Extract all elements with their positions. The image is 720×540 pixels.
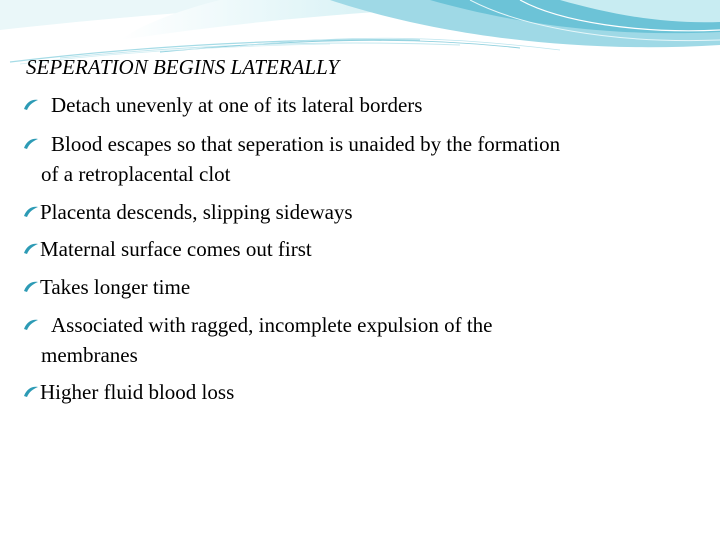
bullet-item: [22, 272, 702, 302]
bullet-text: Detach unevenly at one of its lateral borders: [51, 93, 423, 117]
bullet-text: Higher fluid blood loss: [40, 380, 235, 404]
bullet-item: [22, 377, 702, 407]
slide-heading: SEPERATION BEGINS LATERALLY: [26, 55, 340, 79]
bullet-text: Associated with ragged, incomplete expulsion of the: [51, 313, 493, 337]
swoosh-bullet-icon: [22, 279, 40, 295]
bullet-item: [22, 234, 702, 264]
bullet-item: [22, 310, 702, 370]
bullet-item: [22, 90, 702, 120]
bullet-text-continuation: of a retroplacental clot: [41, 162, 231, 186]
bullet-text: Maternal surface comes out first: [40, 237, 312, 261]
bullet-item: [22, 197, 702, 227]
bullet-text: Placenta descends, slipping sideways: [40, 200, 353, 224]
bullet-text: Takes longer time: [40, 275, 191, 299]
bullet-item: [22, 129, 702, 189]
swoosh-bullet-icon: [22, 241, 40, 257]
swoosh-bullet-icon: [22, 136, 40, 152]
swoosh-bullet-icon: [22, 204, 40, 220]
bullet-text-continuation: membranes: [41, 343, 138, 367]
bullet-text: Blood escapes so that seperation is unaided by the formation: [51, 132, 561, 156]
swoosh-bullet-icon: [22, 384, 40, 400]
swoosh-bullet-icon: [22, 97, 40, 113]
swoosh-bullet-icon: [22, 317, 40, 333]
